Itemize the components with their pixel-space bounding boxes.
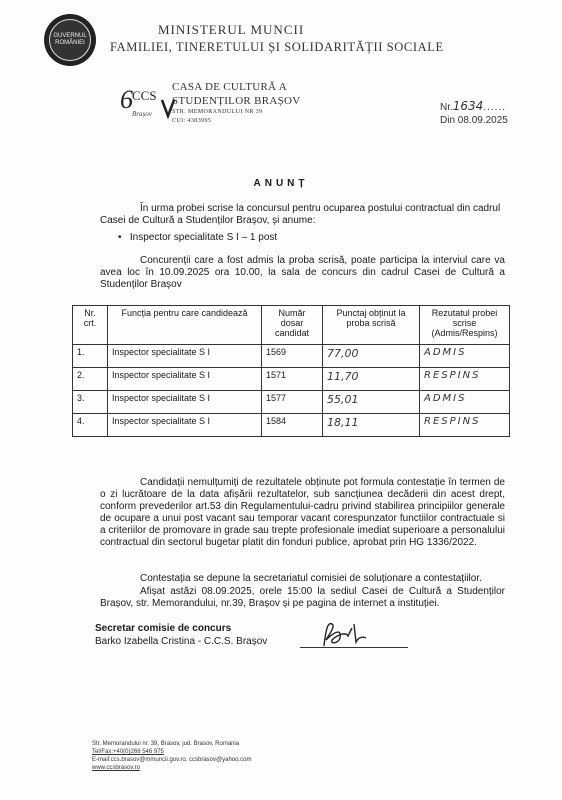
cell-dosar: 1569 [262,345,323,368]
cell-nr: 3. [73,391,108,414]
bullet-item [118,232,277,244]
registration-number: Nr.1634...... Din 08.09.2025 [440,99,508,126]
footer-website-link[interactable]: www.ccsbrasov.ro [92,765,140,771]
handwritten-signature [318,618,378,652]
din-label: Din [440,115,456,126]
footer-email: E-mail:ccs.brasov@mmuncii.gov.ro, ccsbrasov@yahoo.com [92,757,252,763]
col-dosar: Număr dosar candidat [262,306,323,345]
cell-dosar: 1584 [262,414,323,437]
cell-punctaj: 11,70 [323,368,420,391]
table-row [73,368,510,391]
cell-punctaj: 55,01 [323,391,420,414]
signature-name: Barko Izabella Cristina - C.C.S. Brașov [95,636,268,647]
din-value: 08.09.2025 [457,115,508,126]
table-row [73,345,510,368]
cell-nr: 2. [73,368,108,391]
seal-text: GUVERNUL ROMÂNIEI [49,19,91,61]
cell-rezultat: RESPINS [420,368,510,391]
institution-address: STR. MEMORANDULUI NR 39 [172,109,263,115]
col-punctaj: Punctaj obținut la proba scrisă [323,306,420,345]
ministry-line1: MINISTERUL MUNCII [158,22,305,37]
svg-text:6: 6 [120,85,133,114]
cell-rezultat: ADMIS [420,345,510,368]
institution-cui: CUI: 4383995 [172,118,212,124]
cell-rezultat: RESPINS [420,414,510,437]
cell-nr: 1. [73,345,108,368]
ministry-name [110,22,530,55]
ccs-logo [118,78,178,122]
col-nr: Nr. crt. [73,306,108,345]
cell-functia: Inspector specialitate S I [108,368,262,391]
table-row [73,414,510,437]
contest-submission-paragraph: Contestația se depune la secretariatul comisiei de soluționare a contestațiilor. [140,573,482,584]
bullet-text: Inspector specialitate S I – 1 post [129,232,278,243]
cell-nr: 4. [73,414,108,437]
institution-line2: STUDENȚILOR BRAȘOV [172,95,301,107]
cell-punctaj: 18,11 [323,414,420,437]
col-functia: Funcția pentru care candidează [108,306,262,345]
announcement-title: ANUNȚ [253,178,309,189]
table-header-row [73,306,510,345]
nr-label: Nr. [440,102,453,113]
ccs-logo-graphic [118,78,178,122]
footer-address: Str. Memorandului nr. 39, Brasov, jud. Brasov, Romania [92,741,240,747]
signature-role: Secretar comisie de concurs [95,623,232,634]
cell-functia: Inspector specialitate S I [108,414,262,437]
logo-sub: Brașov [132,110,152,118]
table-row [73,391,510,414]
institution-block [172,80,301,126]
government-seal [44,14,96,66]
logo-text: CCS [132,88,157,103]
contest-paragraph: Candidații nemulțumiți de rezultatele obținute pot formula contestație în termen de o zi lucrătoare de la data afișării rezultatelor, sub sancțiunea decăderii din acest drept, conform prevederilor art.53 din Regulamentului-cadru privind stabilirea principiilor generale de ocupare a unui post vacant sau temporar vacant corespunzator functiilor contractuale si a criteriilor de promovare in grade sau trepte profesionale imediat superioare a personalului contractual din sectorul bugetar platit din fonduri publice, aprobat prin HG 1336/2022. [100,477,505,548]
institution-line1: CASA DE CULTURĂ A [172,81,288,93]
cell-functia: Inspector specialitate S I [108,391,262,414]
footer-phone: Tel/Fax:+40(0)268 546 975 [92,749,164,755]
bullet-icon: • [118,232,122,243]
cell-rezultat: ADMIS [420,391,510,414]
nr-value: 1634 [452,99,484,113]
col-rezultat: Rezutatul probei scrise (Admis/Respins) [420,306,510,345]
posting-paragraph: Afișat astăzi 08.09.2025, orele 15:00 la sediul Casei de Cultură a Studenților Brașov, str. Memorandului, nr.39, Brașov și pe pagina de internet a instituției. [100,586,505,609]
results-table [72,305,510,437]
footer [92,740,251,772]
cell-punctaj: 77,00 [323,345,420,368]
cell-functia: Inspector specialitate S I [108,345,262,368]
cell-dosar: 1577 [262,391,323,414]
ministry-line2: FAMILIEI, TINERETULUI ȘI SOLIDARITĂȚII SOCIALE [110,40,444,54]
intro-paragraph: În urma probei scrise la concursul pentru ocuparea postului contractual din cadrul Casei de Cultură a Studenților Brașov, și anume: [100,203,501,226]
admission-paragraph: Concurenții care a fost admis la proba scrisă, poate participa la interviul care va avea loc în 10.09.2025 ora 10.00, la sala de concurs din cadrul Casei de Cultură a Studenților Brașov [100,255,505,290]
cell-dosar: 1571 [262,368,323,391]
